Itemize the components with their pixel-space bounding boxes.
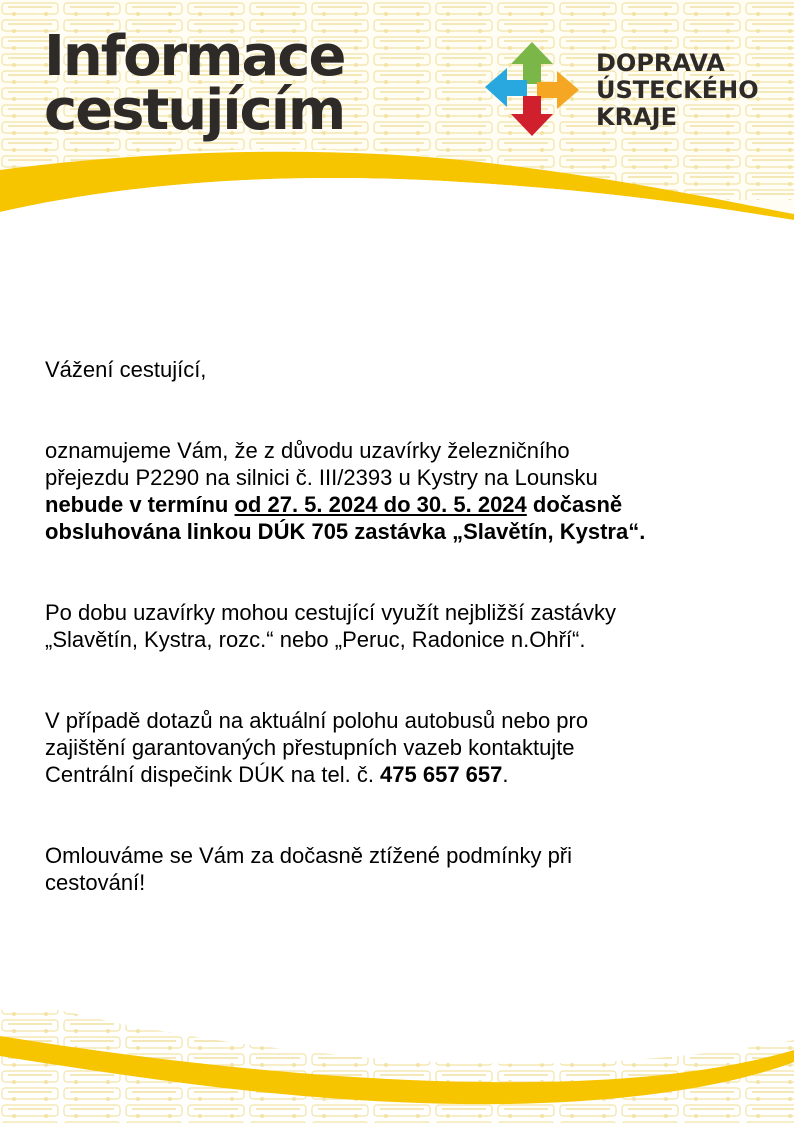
paragraph-4-line-2: cestování!: [45, 870, 146, 895]
bold-text: nebude v termínu: [45, 492, 235, 517]
four-direction-arrows-icon: [483, 40, 581, 138]
paragraph-2-line-1: Po dobu uzavírky mohou cestující využít nejbližší zastávky: [45, 600, 617, 625]
logo-line3: KRAJE: [596, 103, 677, 131]
bold-text: dočasně: [526, 492, 623, 517]
paragraph-3-line-2: zajištění garantovaných přestupních vazeb kontaktujte: [45, 735, 575, 760]
paragraph-1-line-4: obsluhována linkou DÚK 705 zastávka „Slavětín, Kystra“.: [45, 519, 646, 544]
header-title: [44, 24, 345, 143]
header-title-line1: Informace: [44, 24, 345, 89]
period: .: [502, 762, 509, 787]
logo-wordmark: [596, 50, 759, 131]
dispatch-text: Centrální dispečink DÚK na tel. č.: [45, 762, 381, 787]
phone-number: 475 657 657: [380, 762, 503, 787]
paragraph-4-line-1: Omlouváme se Vám za dočasně ztížené podmínky při: [45, 843, 573, 868]
paragraph-1-line-3: [45, 491, 755, 518]
notice-body: [45, 356, 755, 896]
paragraph-1-line-1: oznamujeme Vám, že z důvodu uzavírky železničního: [45, 438, 570, 463]
logo-line2: ÚSTECKÉHO: [596, 76, 759, 104]
closure-dates: od 27. 5. 2024 do 30. 5. 2024: [234, 492, 527, 517]
greeting: Vážení cestující,: [45, 357, 207, 382]
header-title-line2: cestujícím: [44, 78, 345, 143]
footer-swoosh-background: [0, 1000, 794, 1123]
logo-line1: DOPRAVA: [596, 49, 725, 77]
paragraph-2-line-2: „Slavětín, Kystra, rozc.“ nebo „Peruc, Radonice n.Ohří“.: [45, 627, 586, 652]
paragraph-3-line-3: [45, 761, 755, 788]
paragraph-3-line-1: V případě dotazů na aktuální polohu autobusů nebo pro: [45, 708, 589, 733]
paragraph-1-line-2: přejezdu P2290 na silnici č. III/2393 u Kystry na Lounsku: [45, 465, 598, 490]
